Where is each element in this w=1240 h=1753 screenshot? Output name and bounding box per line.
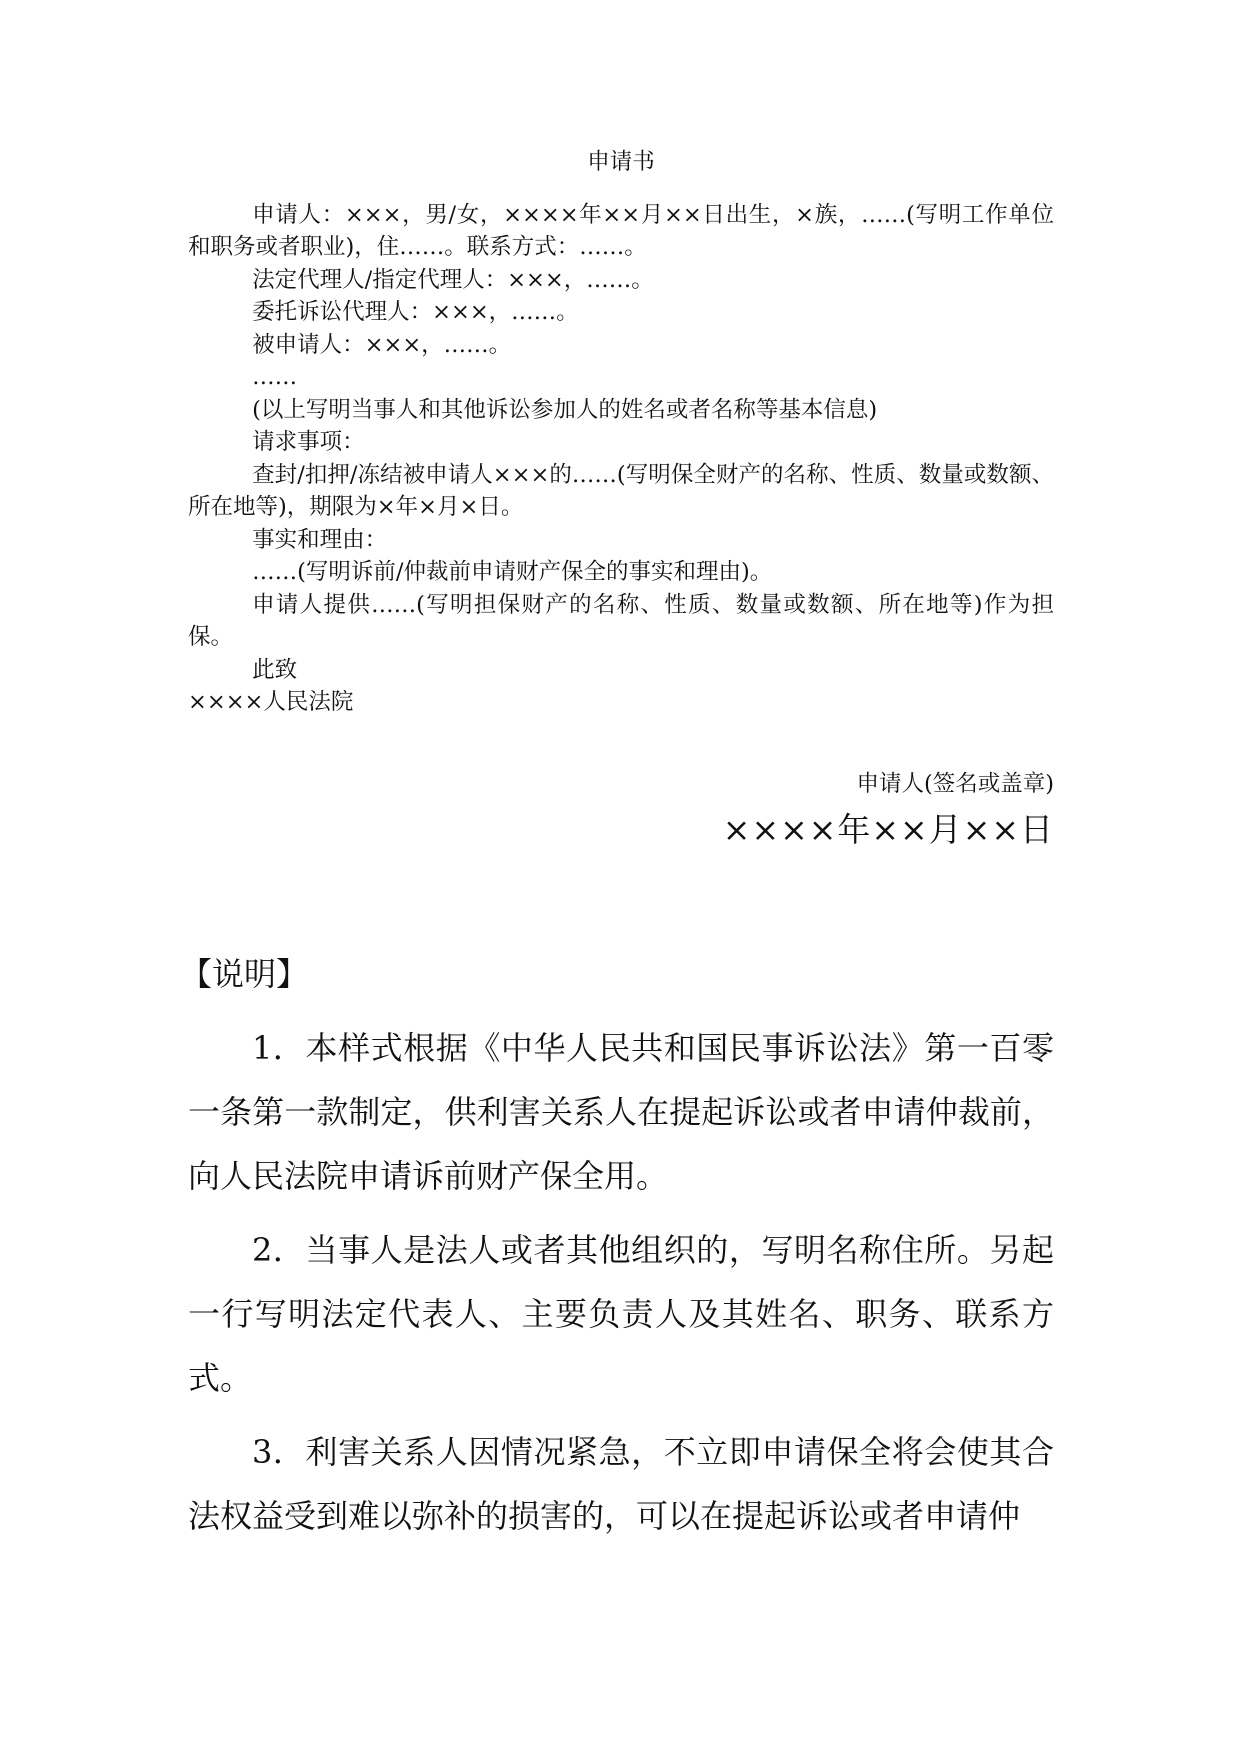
application-form [188, 146, 1054, 719]
date-line: ××××年××月××日 [722, 810, 1054, 849]
note-item-1: 1．本样式根据《中华人民共和国民事诉讼法》第一百零一条第一款制定，供利害关系人在提起诉讼或者申请仲裁前，向人民法院申请诉前财产保全用。 [188, 1029, 1054, 1195]
parties-note: (以上写明当事人和其他诉讼参加人的姓名或者名称等基本信息) [252, 396, 878, 423]
signature-line: 申请人(签名或盖章) [856, 771, 1054, 797]
entrusted-agent-info: 委托诉讼代理人：×××，……。 [252, 299, 579, 325]
notes-heading: 【说明】 [180, 955, 309, 993]
facts-heading: 事实和理由： [252, 526, 388, 553]
facts-content: ……(写明诉前/仲裁前申请财产保全的事实和理由)。 [252, 559, 773, 585]
ellipsis-line: …… [252, 364, 298, 390]
claims-content: 查封/扣押/冻结被申请人×××的……(写明保全财产的名称、性质、数量或数额、所在地等)，期限为×年×月×日。 [188, 461, 1054, 520]
form-title: 申请书 [587, 149, 655, 175]
court-addressee: ××××人民法院 [188, 689, 354, 715]
note-item-3: 3．利害关系人因情况紧急，不立即申请保全将会使其合法权益受到难以弥补的损害的，可以在提起诉讼或者申请仲 [188, 1433, 1054, 1535]
claims-heading: 请求事项： [252, 429, 365, 455]
note-item-2: 2．当事人是法人或者其他组织的，写明名称住所。另起一行写明法定代表人、主要负责人及其姓名、职务、联系方式。 [188, 1231, 1054, 1397]
notes-section [180, 942, 1054, 1558]
applicant-info: 申请人：×××，男/女，××××年××月××日出生，×族，……(写明工作单位和职务或者职业)，住……。联系方式：……。 [188, 201, 1054, 260]
respondent-info: 被申请人：×××，……。 [252, 331, 512, 358]
legal-agent-info: 法定代理人/指定代理人：×××，……。 [252, 266, 654, 293]
salutation: 此致 [252, 656, 298, 683]
guarantee-content: 申请人提供……(写明担保财产的名称、性质、数量或数额、所在地等)作为担保。 [188, 591, 1054, 650]
